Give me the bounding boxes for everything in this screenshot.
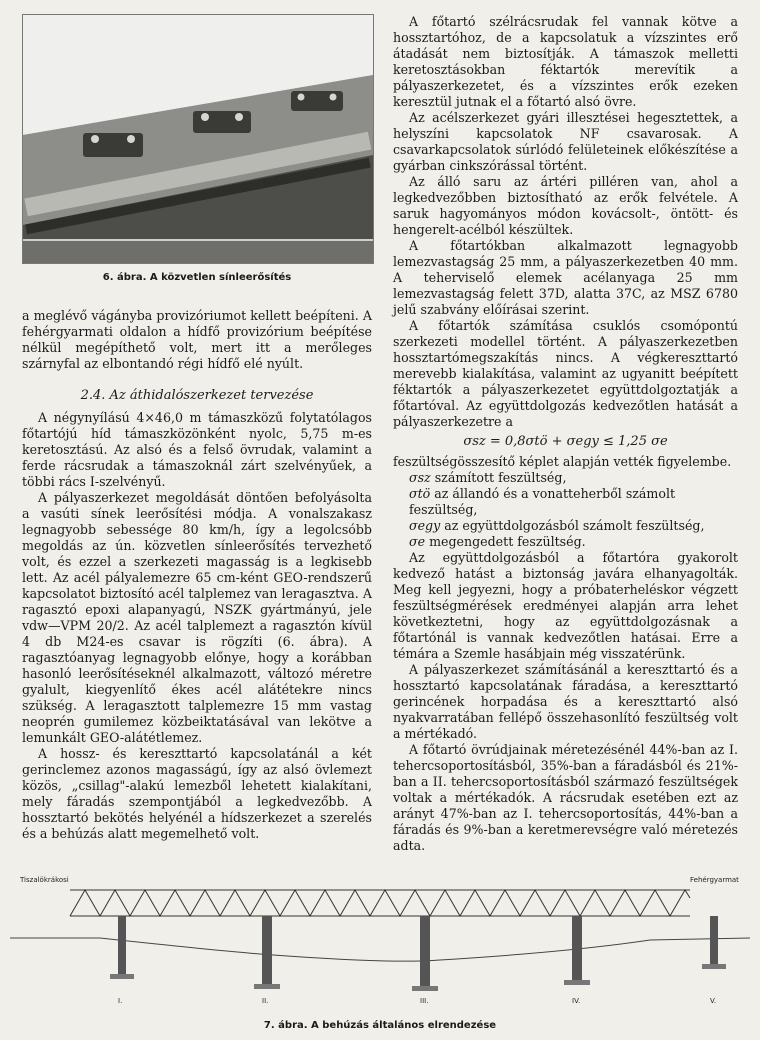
legend-text: az állandó és a vonatteherből számolt feszültség, [409, 486, 676, 517]
left-end-label: Tiszalökrákosi [20, 876, 69, 884]
formula-legend-item [393, 470, 738, 486]
right-column [393, 14, 738, 854]
figure-7-caption: 7. ábra. A behúzás általános elrendezése [263, 1020, 497, 1031]
right-paragraph-8: A főtartó övrúdjainak méretezésénél 44%-ban az I. tehercsoportosításból, 35%-ban a fáradásból és 21%-ban a II. tehercsoportosításból származó feszültségek voltak a mértékadók. A rácsrudak esetében ezt az arányt 47%-ban az I. tehercsoportosítás, 44%-ban a fáradás és 9%-ban a keretmerevségre való méretezés adta. [393, 742, 738, 853]
pier-label: IV. [572, 997, 581, 1005]
legend-text: számított feszültség, [434, 470, 567, 485]
section-heading: 2.4. Az áthidalószerkezet tervezése [80, 388, 314, 403]
left-continuation-paragraph: a meglévő vágányba provizóriumot kellett beépíteni. A fehérgyarmati oldalon a hídfő provizórium beépítése nélkül megépíthető volt, mert itt a merőleges szárnyfal az elbontandó régi hídfő elé nyúlt. [22, 308, 372, 371]
right-end-label: Fehérgyarmat [690, 876, 739, 884]
left-paragraph-2: A pályaszerkezet megoldását döntően befolyásolta a vasúti sínek leerősítési módja. A vonalszakasz legnagyobb sebessége 80 km/h, így a legolcsóbb megoldás az ún. közvetlen sínleerősítés tervezhető volt, és ezzel a szerkezeti magasság is a legkisebb lett. Az acél pályalemezre 65 cm-ként GEO-rendszerű kapcsolatot biztosító acél talplemez van leragasztva. A ragasztó epoxi alapanyagú, NSZK gyártmányú, jele vdw—VPM 20/2. Az acél talplemezt a ragasztón kívül 4 db M24-es csavar is rögzíti (6. ábra). A ragasztóanyag legnagyobb előnye, hogy a korábban hasonló leerősítéseknél alkalmazott, változó méretre gyalult, kiegyenlítő ékes acél alátétekre nincs szükség. A leragasztott talplemezre 15 mm vastag neoprén gumilemez közbeiktatásával van lekötve a lemunkált GEO-alátétlemez. [22, 490, 372, 745]
pier-label: V. [710, 997, 717, 1005]
right-paragraph-5: A főtartók számítása csuklós csomópontú szerkezeti modellel történt. A pályaszerkezetben hossztartómegszakítás nincs. A végkereszttartó merevebb kialakítása, valamint az ugyanitt beépített féktartók a pályaszerkezetet együttdolgoztatják a főtartóval. Az együttdolgozás kedvezőtlen hatását a pályaszerkezetre a [393, 318, 738, 429]
pier-label: I. [118, 997, 123, 1005]
legend-text: megengedett feszültség. [429, 534, 586, 549]
formula-legend-item [393, 486, 738, 518]
right-paragraph-1: A főtartó szélrácsrudak fel vannak kötve a hossztartóhoz, de a kapcsolatuk a vízszintes erő átadását nem biztosítják. A támaszok melletti keretosztásokban féktartók merevítik a pályaszerkezetet, és a vízszintes erők ezeken keresztül jutnak el a főtartó alsó övre. [393, 14, 738, 109]
pier-label: III. [420, 997, 429, 1005]
figure-6-photo [22, 14, 374, 264]
pier-label: II. [262, 997, 269, 1005]
left-column [22, 0, 372, 842]
figure-7-diagram [10, 868, 750, 1018]
right-paragraph-7: A pályaszerkezet számításánál a kereszttartó és a hossztartó kapcsolatának fáradása, a kereszttartó gerincének horpadása és a kereszttartó alsó nyakvarratában fellépő összehasonlító feszültség volt a mértékadó. [393, 662, 738, 741]
right-paragraph-3: Az álló saru az ártéri pilléren van, ahol a legkedvezőbben biztosítható az erők felvétele. A saruk hagyományos módon kovácsolt-, öntött- és hengerelt-acélból készültek. [393, 174, 738, 237]
legend-symbol: σsz [409, 470, 431, 485]
left-paragraph-1: A négynyílású 4×46,0 m támaszközű folytatólagos főtartójú híd támaszközönként nyolc, 5,75 m-es keretosztású. Az alsó és a felső övrudak, valamint a ferde rácsrudak a támaszoknál zárt szelvényűek, a többi rács I-szelvényű. [22, 410, 372, 489]
right-paragraph-4: A főtartókban alkalmazott legnagyobb lemezvastagság 25 mm, a pályaszerkezetben 40 mm. A teherviselő elemek acélanyaga 25 mm lemezvastagság felett 37D, alatta 37C, az MSZ 6780 jelű szabvány előírásai szerint. [393, 238, 738, 317]
pier-footings [110, 964, 726, 991]
stress-formula: σsz = 0,8σtö + σegy ≤ 1,25 σe [463, 434, 668, 449]
truss-girder [70, 890, 690, 916]
rail-fastening-illustration [23, 15, 373, 263]
right-paragraph-2: Az acélszerkezet gyári illesztései hegesztettek, a helyszíni kapcsolatok NF csavarosak. A csavarkapcsolatok súrlódó felületeinek előkészítése a gyárban cinkszórással történt. [393, 110, 738, 173]
formula-followup: feszültségösszesítő képlet alapján vették figyelembe. [393, 454, 732, 469]
legend-text: az együttdolgozásból számolt feszültség, [444, 518, 705, 533]
legend-symbol: σegy [409, 518, 441, 533]
formula-legend-item [393, 534, 738, 550]
figure-6-caption: 6. ábra. A közvetlen sínleerősítés [102, 272, 292, 283]
piers [118, 916, 718, 988]
legend-symbol: σtö [409, 486, 431, 501]
left-paragraph-3: A hossz- és kereszttartó kapcsolatánál a két gerinclemez azonos magasságú, így az alsó övlemezt közös, „csillag"-alakú lemezből lehetett kialakítani, mely fáradás szempontjából a legkedvezőbb. A hossztartó bekötés helyénél a hídszerkezet a szerelés és a behúzás alatt megemelhető volt. [22, 746, 372, 841]
bridge-launch-drawing [10, 868, 750, 1018]
formula-legend-item [393, 518, 738, 534]
right-paragraph-6: Az együttdolgozásból a főtartóra gyakorolt kedvező hatást a biztonság javára elhanyagolták. Meg kell jegyezni, hogy a próbaterheléskor végzett feszültségmérések eredményei alapján arra lehet következtetni, hogy az együttdolgozásnak a főtartónál is vannak kedvezőtlen hatásai. Erre a témára a Szemle hasábjain még visszatérünk. [393, 550, 738, 661]
legend-symbol: σe [409, 534, 426, 549]
